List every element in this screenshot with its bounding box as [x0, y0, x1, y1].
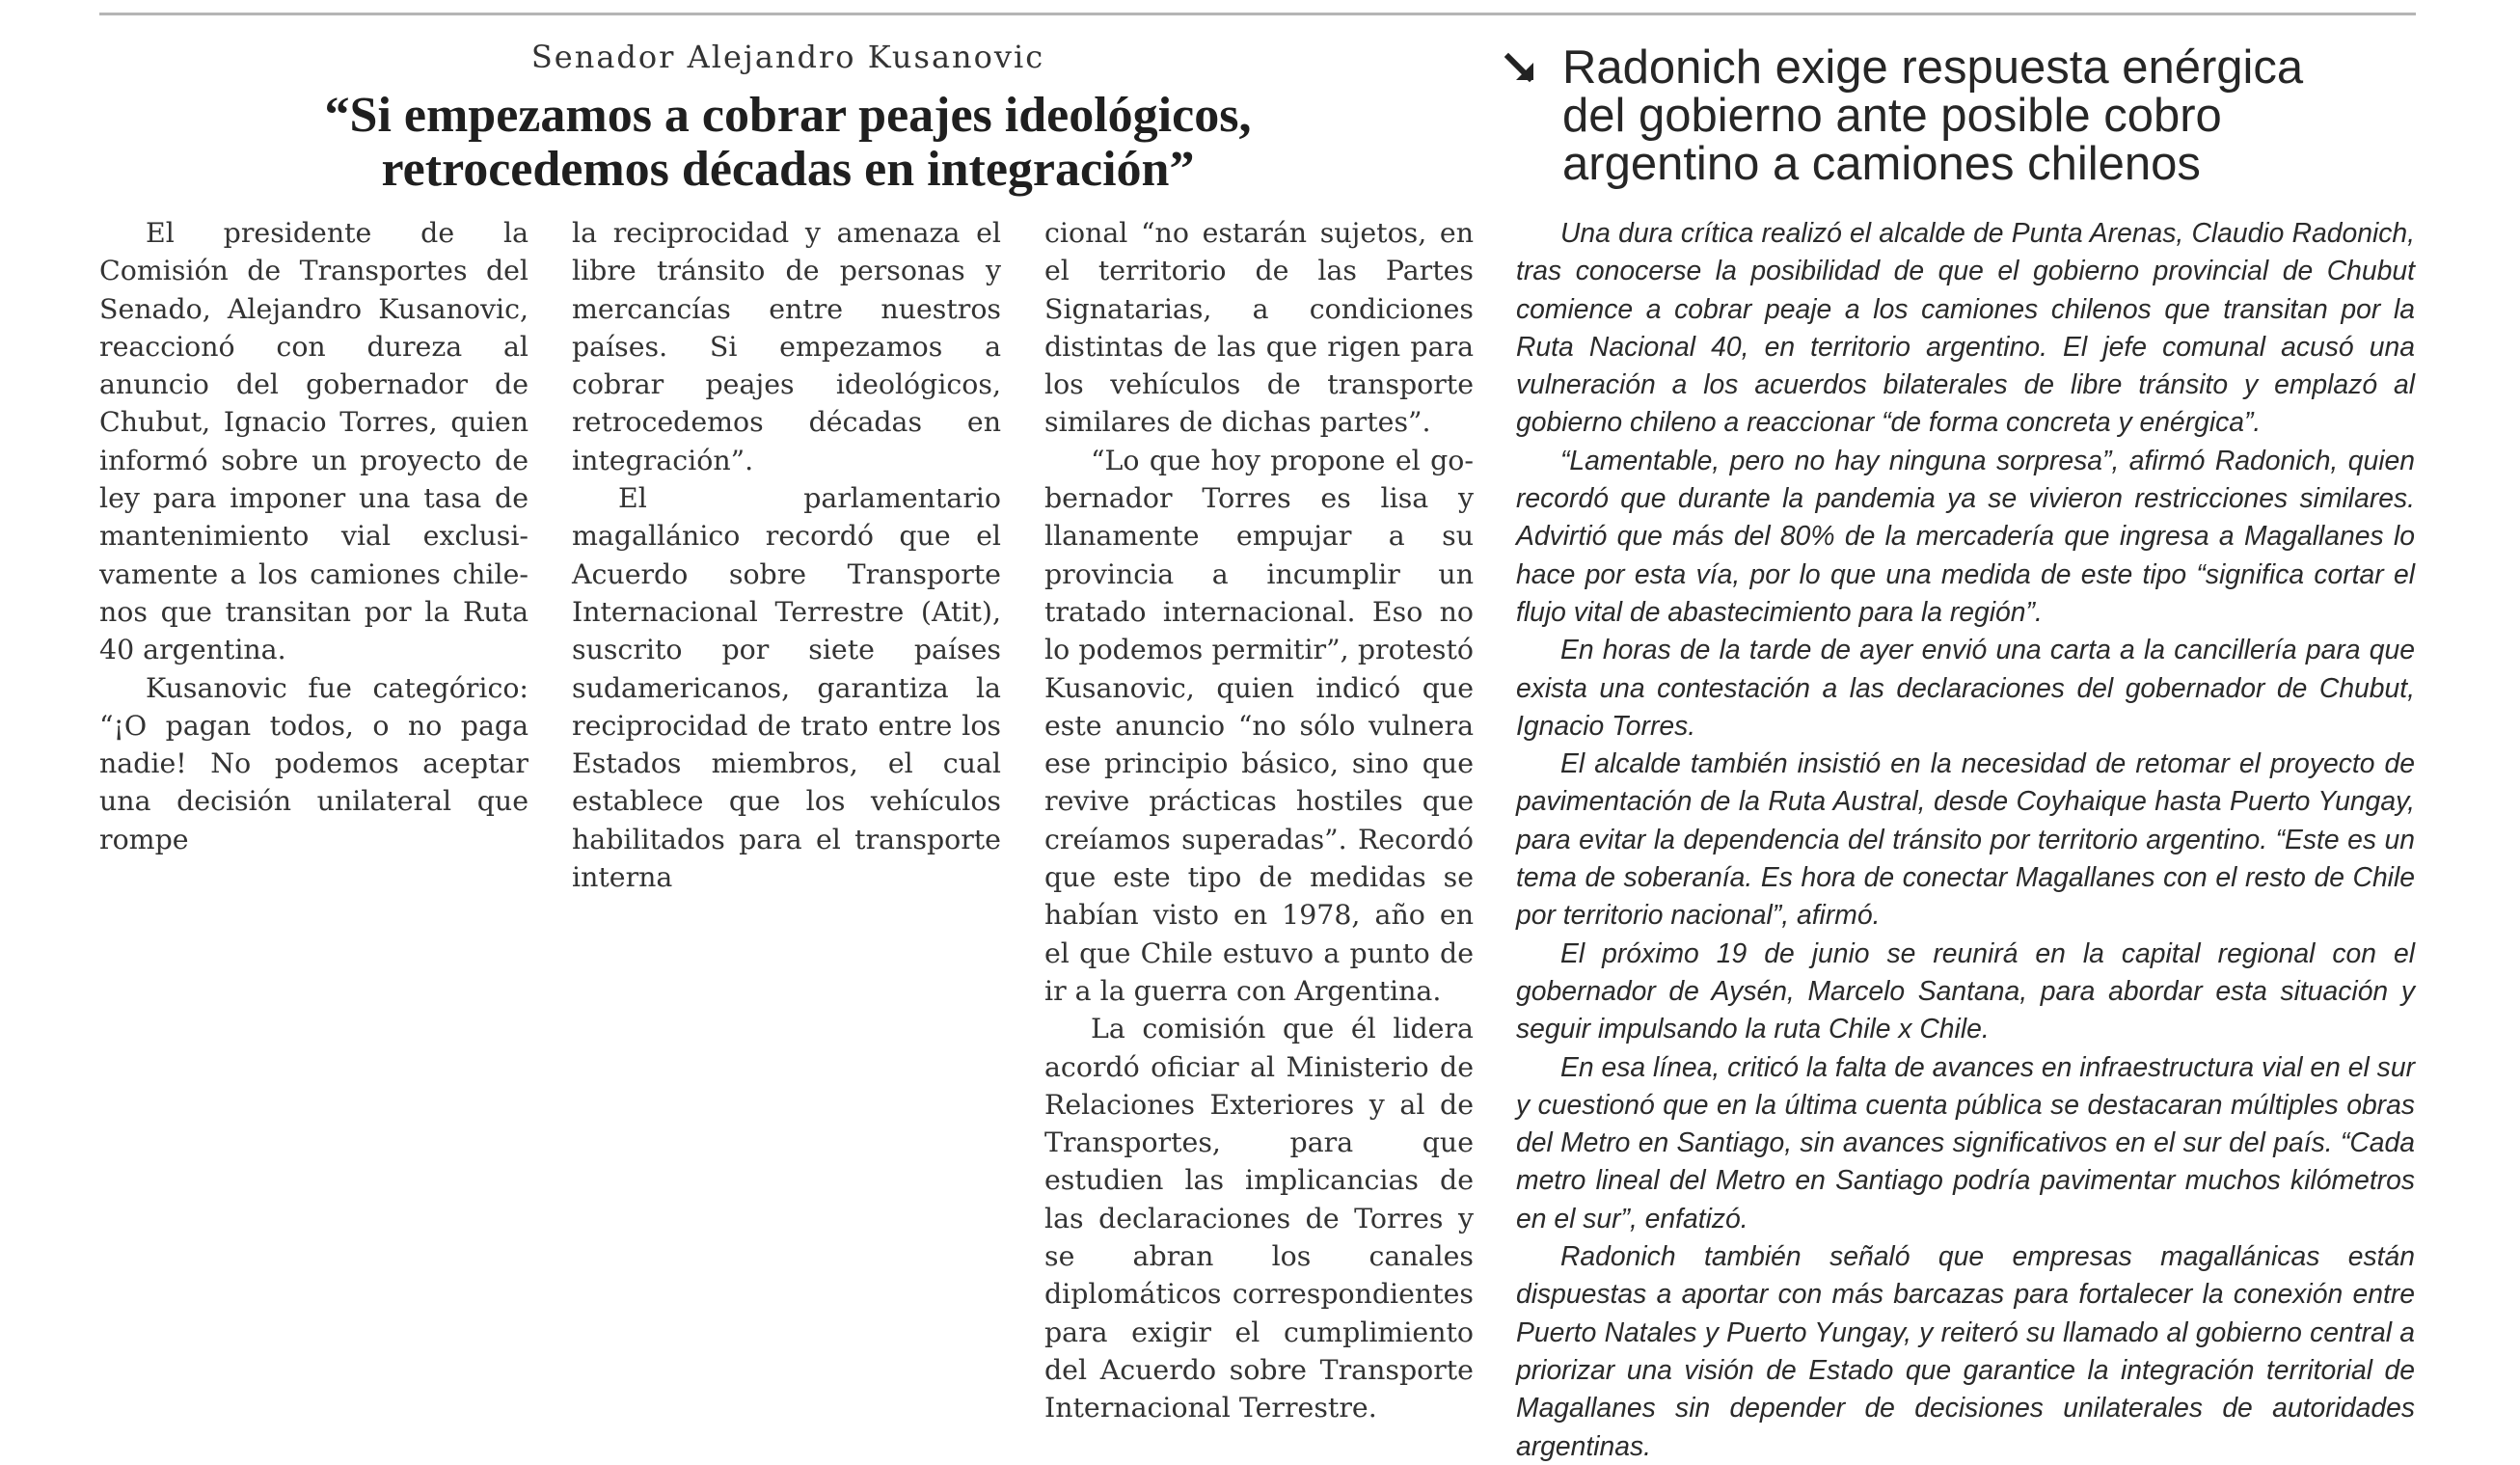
- paragraph: la reciprocidad y amenaza el libre tránsito de personas y mercancías entre nuestros países. Si empezamos a cobrar peajes ideológicos, retrocedemos décadas en integración”.: [572, 217, 1001, 476]
- paragraph: El presidente de la Comisión de Transportes del Senado, Alejandro Kusanovic, reaccionó con dureza al anuncio del gobernador de Chubut, Ignacio Torres, quien informó sobre un proyecto de ley para imponer una tasa de mantenimiento vial exclusivamente a los camiones chilenos que transitan por la Ruta 40 argentina.: [99, 217, 528, 666]
- paragraph: La comisión que él lidera acordó oficiar al Ministerio de Relaciones Exteriores y al de Transportes, para que estudien las implicancias de las declaraciones de Torres y se abran los canales diplomáticos correspondientes para exigir el cumplimiento del Acuerdo sobre Transporte Internacional Terrestre.: [1044, 1013, 1474, 1424]
- paragraph: Una dura crítica realizó el alcalde de Punta Arenas, Claudio Radonich, tras conocerse la posibilidad de que el gobierno provincial de Chubut comience a cobrar peaje a los camiones chilenos que transitan por la Ruta Nacional 40, en territorio argentino. El jefe comunal acusó una vulneración a los acuerdos bilaterales de libre tránsito y emplazó al gobierno chileno a reaccionar “de forma concreta y enérgica”.: [1516, 217, 2415, 438]
- headline-line: del gobierno ante posible cobro: [1562, 90, 2222, 142]
- paragraph: “Lamentable, pero no hay ninguna sorpresa”, afirmó Radonich, quien recordó que durante la pandemia ya se vivieron restricciones similares. Advirtió que más del 80% de la mercadería que ingresa a Magallanes lo hace por esta vía, por lo que una medida de este tipo “significa cortar el flujo vital de abastecimiento para la región”.: [1516, 444, 2415, 627]
- paragraph: En esa línea, criticó la falta de avances en infraestructura vial en el sur y cuestionó que en la última cuenta pública se destacaran múltiples obras del Metro en Santiago, sin avances significativos en el sur del país. “Cada metro lineal del Metro en Santiago podría pavimentar muchos kilómetros en el sur”, enfatizó.: [1516, 1050, 2415, 1234]
- top-divider: [99, 13, 2416, 15]
- paragraph: cional “no estarán sujetos, en el territorio de las Partes Signatarias, a condiciones distintas de las que rigen para los vehículos de transporte similares de dichas partes”.: [1044, 217, 1474, 439]
- body-column-2: [572, 214, 1001, 1347]
- paragraph: El parlamentario magallánico recordó que el Acuerdo sobre Transporte Internacional Terrestre (Atit), suscrito por siete países sudamericanos, garantiza la reciprocidad de trato entre los Estados miembros, el cual establece que los vehículos habilitados para el transporte interna: [572, 482, 1001, 894]
- paragraph: El alcalde también insistió en la necesidad de retomar el proyecto de pavimentación de la Ruta Austral, desde Coyhaique hasta Puerto Yungay, para evitar la dependencia del tránsito por territorio argentino. “Este es un tema de soberanía. Es hora de conectar Magallanes con el resto de Chile por territorio nacional”, afirmó.: [1516, 747, 2415, 931]
- headline-line: retrocedemos décadas en integración”: [381, 142, 1195, 197]
- article-headline: [99, 89, 1477, 197]
- article-kicker: Senador Alejandro Kusanovic: [530, 39, 1045, 75]
- sidebar-article-body: [1516, 214, 2415, 1465]
- paragraph: “Lo que hoy propone el gobernador Torres es lisa y llanamente empujar a su provincia a incumplir un tratado internacional. Eso no lo podemos permitir”, protestó Kusanovic, quien indicó que este anuncio “no sólo vulnera ese principio básico, sino que revive prácticas hostiles que creíamos superadas”. Recordó que este tipo de medidas se habían visto en 1978, año en el que Chile estuvo a punto de ir a la guerra con Argentina.: [1044, 444, 1474, 1007]
- sidebar-headline: [1503, 43, 2409, 188]
- headline-line: Radonich exige respuesta enérgica: [1562, 41, 2304, 94]
- paragraph: Radonich también señaló que empresas magallánicas están dispuestas a aportar con más barcazas para fortalecer la conexión entre Puerto Natales y Puerto Yungay, y reiteró su llamado al gobierno central a priorizar una visión de Estado que garantice la integración territorial de Magallanes sin depender de decisiones unilaterales de autoridades argentinas.: [1516, 1240, 2415, 1461]
- paragraph: Kusanovic fue categórico: “¡O pagan todos, o no paga nadie! No podemos aceptar una decisión unilateral que rompe: [99, 671, 528, 855]
- headline-line: argentino a camiones chilenos: [1562, 138, 2201, 190]
- headline-line: “Si empezamos a cobrar peajes ideológicos,: [324, 88, 1252, 143]
- paragraph: El próximo 19 de junio se reunirá en la capital regional con el gobernador de Aysén, Marcelo Santana, para abordar esta situación y seguir impulsando la ruta Chile x Chile.: [1516, 936, 2415, 1044]
- article-body-columns: [99, 214, 1474, 1424]
- paragraph: En horas de la tarde de ayer envió una carta a la cancillería para que exista una contestación a las declaraciones del gobernador de Chubut, Ignacio Torres.: [1516, 634, 2415, 741]
- body-column-3: [1044, 214, 1474, 1424]
- body-column-1: [99, 214, 528, 1347]
